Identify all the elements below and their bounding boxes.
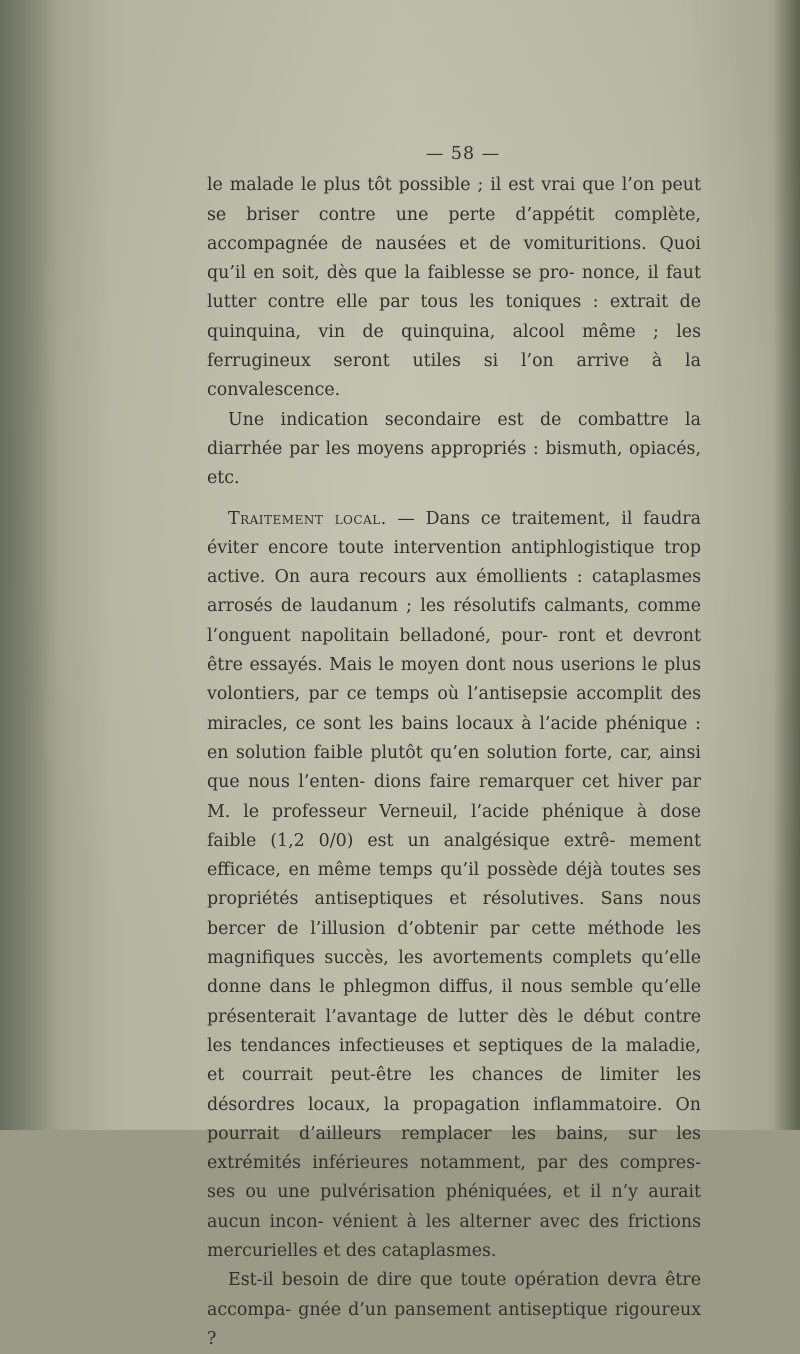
page-shadow-right xyxy=(774,0,800,1130)
paragraph-3 xyxy=(207,505,701,1267)
section-heading-traitement-local: Traitement local. xyxy=(228,508,387,529)
paragraph-4-text: Est-il besoin de dire que toute opération devra être accompa- gnée d’un pansement antiseptique rigoureux ? xyxy=(207,1270,701,1349)
page-shadow-left xyxy=(0,0,60,1130)
paragraph-4 xyxy=(207,1266,701,1354)
page-number: — 58 — xyxy=(426,144,500,164)
paragraph-1 xyxy=(207,171,701,405)
paragraph-1-text: le malade le plus tôt possible ; il est vrai que l’on peut se briser contre une perte d’appétit complète, accompagnée de nausées et de vomituritions. Quoi qu’il en soit, dès que la faiblesse se pro- nonce, il faut lutter contre elle par tous les toniques : extrait de quinquina, vin de quinquina, alcool même ; les ferrugineux seront utiles si l’on arrive à la convalescence. xyxy=(207,175,701,401)
paragraph-2 xyxy=(207,406,701,494)
paragraph-2-text: Une indication secondaire est de combattre la diarrhée par les moyens appropriés : bismuth, opiacés, etc. xyxy=(207,409,701,489)
paragraph-3-text: — Dans ce traitement, il faudra éviter encore toute intervention antiphlogistique trop active. On aura recours aux émollients : cataplasmes arrosés de laudanum ; les résolutifs calmants, comme l’onguent napolitain belladoné, pour- ront et devront être essayés. Mais le moyen dont nous userions le plus volontiers, par ce temps où l’antisepsie accomplit des miracles, ce sont les bains locaux à l’acide phénique : en solution faible plutôt qu’en solution forte, car, ainsi que nous l’enten- dions faire remarquer cet hiver par M. le professeur Verneuil, l’acide phénique à dose faible (1,2 0/0) est un analgésique extrê- mement efficace, en même temps qu’il possède déjà toutes ses propriétés antiseptiques et résolutives. Sans nous bercer de l’illusion d’obtenir par cette méthode les magnifiques succès, les avortements complets qu’elle donne dans le phlegmon diffus, il nous semble qu’elle présenterait l’avantage de lutter dès le début contre les tendances infectieuses et septiques de la maladie, et courrait peut-être les chances de limiter les désordres locaux, la propagation inflammatoire. On pourrait d’ailleurs remplacer les bains, sur les extrémités inférieures notamment, par des compres- ses ou une pulvérisation phéniquées, et il n’y aurait aucun incon- vénient à les alterner avec des frictions mercurielles et des cataplasmes. xyxy=(207,508,701,1261)
body-text xyxy=(207,140,701,1354)
